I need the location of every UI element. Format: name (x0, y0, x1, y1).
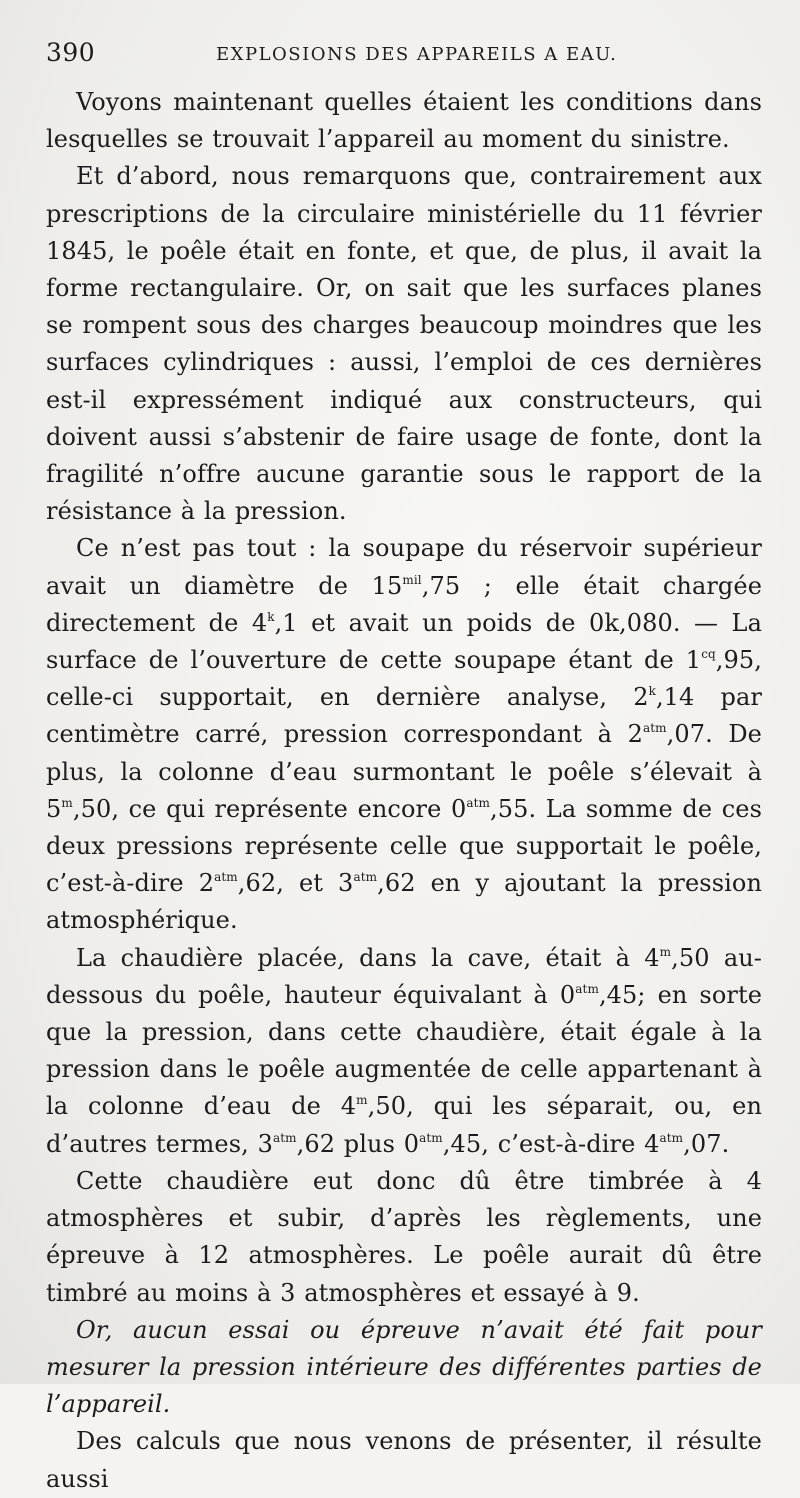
text-run: ,75 ; elle était chargée directement de 4 (46, 571, 762, 637)
paragraph-4 (46, 940, 762, 1163)
unit-superscript: atm (353, 870, 378, 885)
unit-superscript: mil (402, 572, 422, 587)
unit-superscript: cq (701, 647, 716, 662)
text-run: ,45; en sorte que la pression, dans cette chaudière, était égale à la pression dans le poêle augmentée de celle appartenant à la colonne d’eau de 4 (46, 980, 762, 1121)
text-run: ,95, celle-ci supportait, en dernière analyse, 2 (46, 646, 762, 712)
body-text (46, 84, 762, 1498)
text-run: ,50 au-dessous du poêle, hauteur équivalant à 0 (46, 943, 762, 1009)
text-run: La chaudière placée, dans la cave, était à 4 (76, 943, 660, 972)
text-run: ,50, ce qui représente encore 0 (72, 794, 467, 823)
text-run: ,07. De plus, la colonne d’eau surmontant le poêle s’élevait à 5 (46, 720, 762, 823)
text-run: ,62 en y ajoutant la pression atmosphérique. (46, 869, 762, 935)
unit-superscript: atm (659, 1130, 684, 1145)
paragraph-5: Cette chaudière eut donc dû être timbrée à 4 atmosphères et subir, d’après les règlements, une épreuve à 12 atmosphères. Le poêle aurait dû être timbré au moins à 3 atmosphères et essayé à 9. (46, 1166, 762, 1307)
text-run: Ce n’est pas tout : la soupape du réservoir supérieur avait un diamètre de 15 (46, 534, 762, 600)
unit-superscript: atm (642, 721, 667, 736)
paragraph-3 (46, 530, 762, 939)
unit-superscript: k (267, 609, 275, 624)
unit-superscript: atm (419, 1130, 443, 1145)
text-run: ,07. (683, 1129, 730, 1158)
paragraph-2-text: Et d’abord, nous remarquons que, contrairement aux prescriptions de la circulaire ministérielle du 11 février 1845, le poêle était en fonte, et que, de plus, il avait la forme rectangulaire. Or, on sait que les surfaces planes se rompent sous des charges beaucoup moindres que les surfaces cylindriques : aussi, l’emploi de ces dernières est-il expressément indiqué aux constructeurs, qui doivent aussi s’abstenir de faire usage de fonte, dont la fragilité n’offre aucune garantie sous le rapport de la résistance à la pression. (46, 162, 762, 526)
unit-superscript: atm (466, 795, 491, 810)
unit-superscript: atm (272, 1130, 297, 1145)
text-run: ,14 par centimètre carré, pression correspondant à 2 (46, 683, 762, 749)
paragraph-2 (46, 158, 762, 530)
page-header (46, 34, 762, 84)
page-number: 390 (46, 38, 96, 67)
paragraph-7: Des calculs que nous venons de présenter, il résulte aussi (46, 1427, 762, 1493)
text-run: ,1 et avait un poids de 0k,080. — La surface de l’ouverture de cette soupape étant de 1 (46, 608, 762, 675)
unit-superscript: m (356, 1093, 368, 1108)
text-run: ,45, c’est-à-dire 4 (442, 1129, 660, 1158)
paragraph-1: Voyons maintenant quelles étaient les conditions dans lesquelles se trouvait l’appareil au moment du sinistre. (46, 88, 762, 154)
unit-superscript: k (648, 684, 656, 699)
paragraph-6-italic: Or, aucun essai ou épreuve n’avait été fait pour mesurer la pression intérieure des différentes parties de l’appareil. (46, 1315, 762, 1419)
text-run: ,55. La somme de ces deux pressions représente celle que supportait le poêle, c’est-à-dire 2 (46, 794, 763, 898)
text-run: ,50, qui les séparait, ou, en d’autres termes, 3 (46, 1092, 762, 1158)
text-run: ,62 plus 0 (296, 1129, 420, 1158)
unit-superscript: atm (575, 981, 599, 996)
running-title: EXPLOSIONS DES APPAREILS A EAU. (216, 44, 618, 65)
text-run: ,62, et 3 (237, 869, 354, 898)
unit-superscript: m (659, 944, 672, 959)
unit-superscript: m (61, 795, 73, 810)
unit-superscript: atm (214, 870, 238, 885)
